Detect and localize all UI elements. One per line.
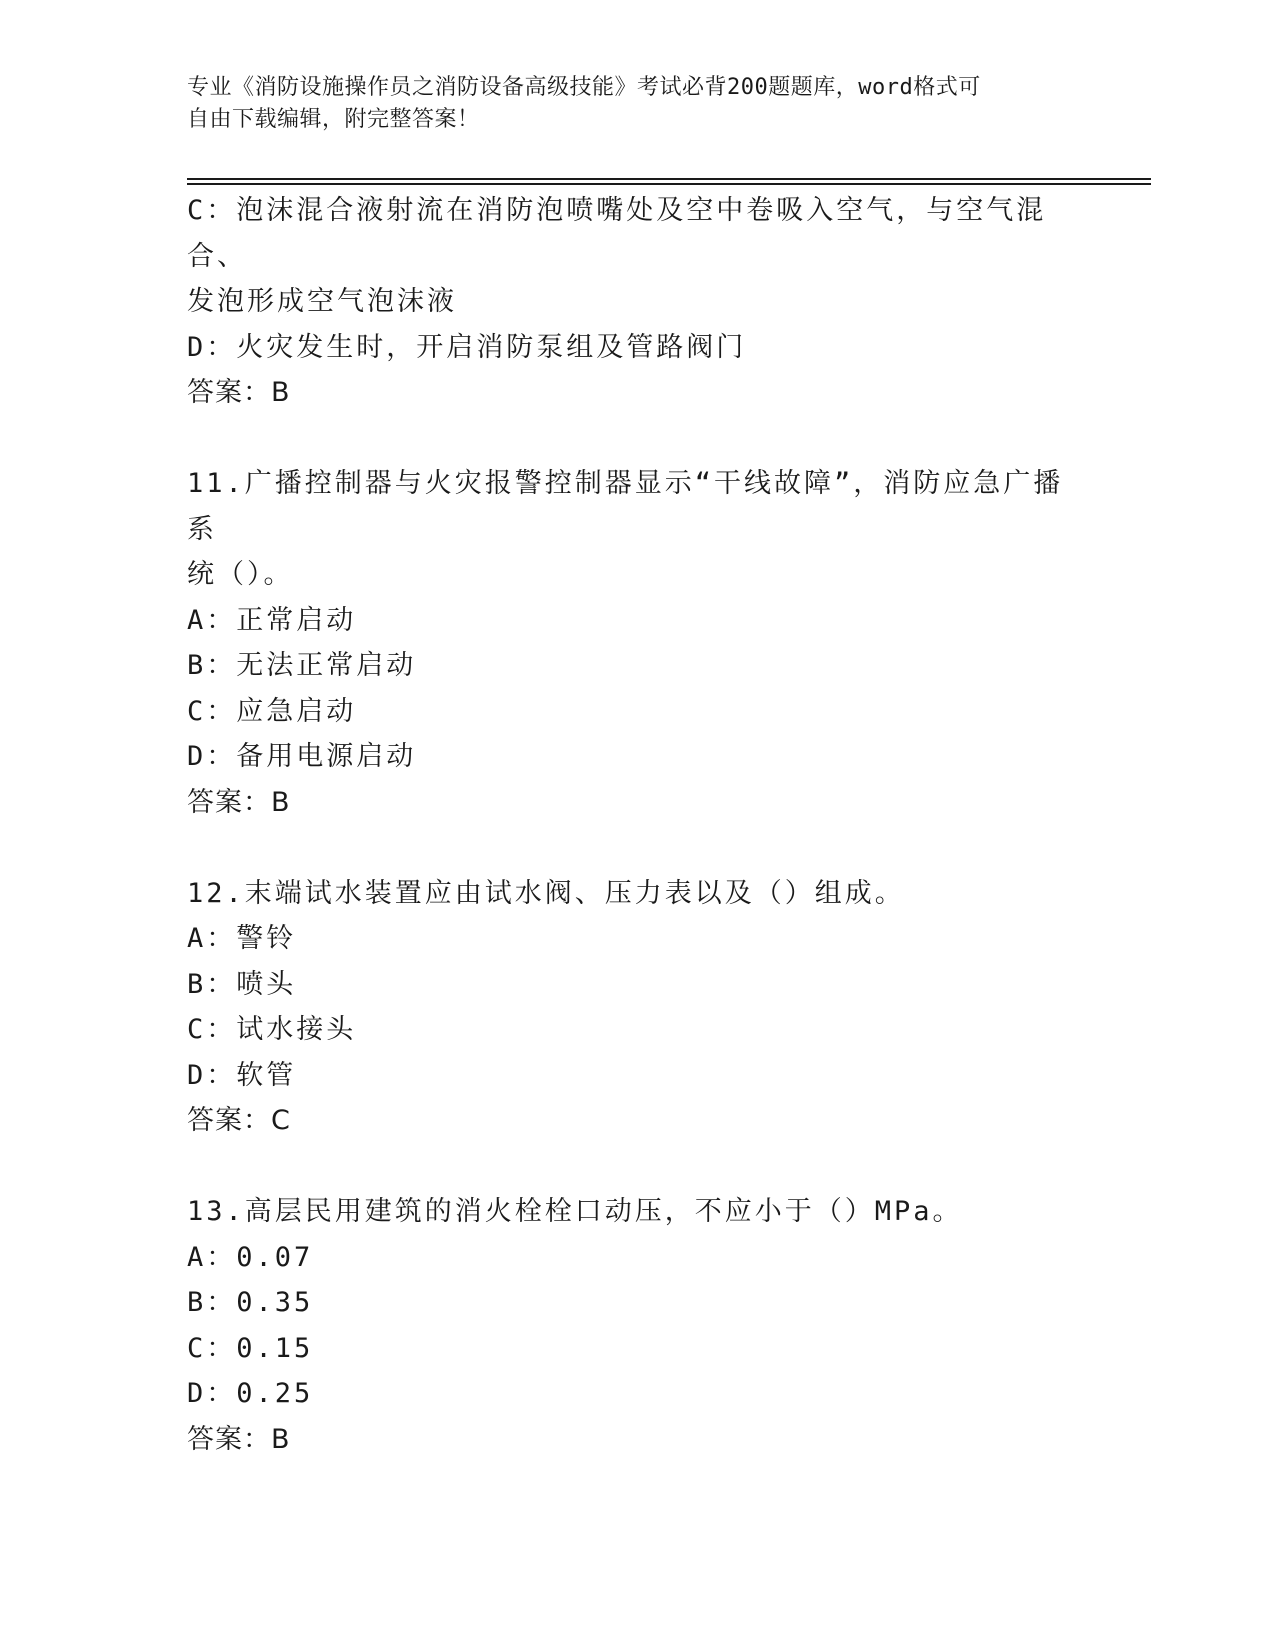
option-b: B：无法正常启动: [187, 650, 417, 681]
spacer: [187, 825, 1087, 871]
header-line-1: 专业《消防设施操作员之消防设备高级技能》考试必背200题题库，word格式可: [187, 75, 981, 100]
answer: 答案：C: [187, 1105, 291, 1136]
question-12: [187, 871, 1087, 1144]
option-c: C：0.15: [187, 1332, 314, 1364]
answer: 答案：B: [187, 786, 291, 818]
option-c: C：试水接头: [187, 1014, 357, 1045]
answer: 答案：B: [187, 1423, 291, 1455]
option-a: A：正常启动: [187, 604, 357, 636]
question-10: [187, 188, 1087, 416]
spacer: [187, 416, 1087, 462]
question-stem-line-2: 统（）。: [187, 559, 294, 590]
header-line-2: 自由下载编辑，附完整答案！: [187, 107, 480, 132]
option-d: D：火灾发生时，开启消防泵组及管路阀门: [187, 331, 747, 363]
spacer: [187, 1144, 1087, 1190]
option-c-line-1: C：泡沫混合液射流在消防泡喷嘴处及空中卷吸入空气，与空气混合、: [187, 195, 1047, 272]
question-13: [187, 1189, 1087, 1462]
option-d: D：备用电源启动: [187, 741, 417, 772]
option-d: D：0.25: [187, 1378, 314, 1409]
option-b: B：0.35: [187, 1287, 314, 1318]
header-divider-top: [187, 178, 1151, 180]
question-stem: 13.高层民用建筑的消火栓栓口动压，不应小于（）MPa。: [187, 1196, 963, 1227]
document-header: [187, 72, 1067, 136]
option-b: B：喷头: [187, 968, 297, 1000]
header-divider-bottom: [187, 183, 1151, 185]
option-c: C：应急启动: [187, 695, 357, 727]
option-a: A：0.07: [187, 1241, 314, 1273]
option-d: D：软管: [187, 1059, 297, 1091]
question-list: [187, 188, 1087, 1462]
answer: 答案：B: [187, 377, 291, 408]
option-c-line-2: 发泡形成空气泡沫液: [187, 286, 457, 317]
question-stem: 12.末端试水装置应由试水阀、压力表以及（）组成。: [187, 877, 905, 909]
question-11: [187, 461, 1087, 825]
question-stem-line-1: 11.广播控制器与火灾报警控制器显示“干线故障”，消防应急广播系: [187, 468, 1064, 545]
option-a: A：警铃: [187, 923, 297, 954]
